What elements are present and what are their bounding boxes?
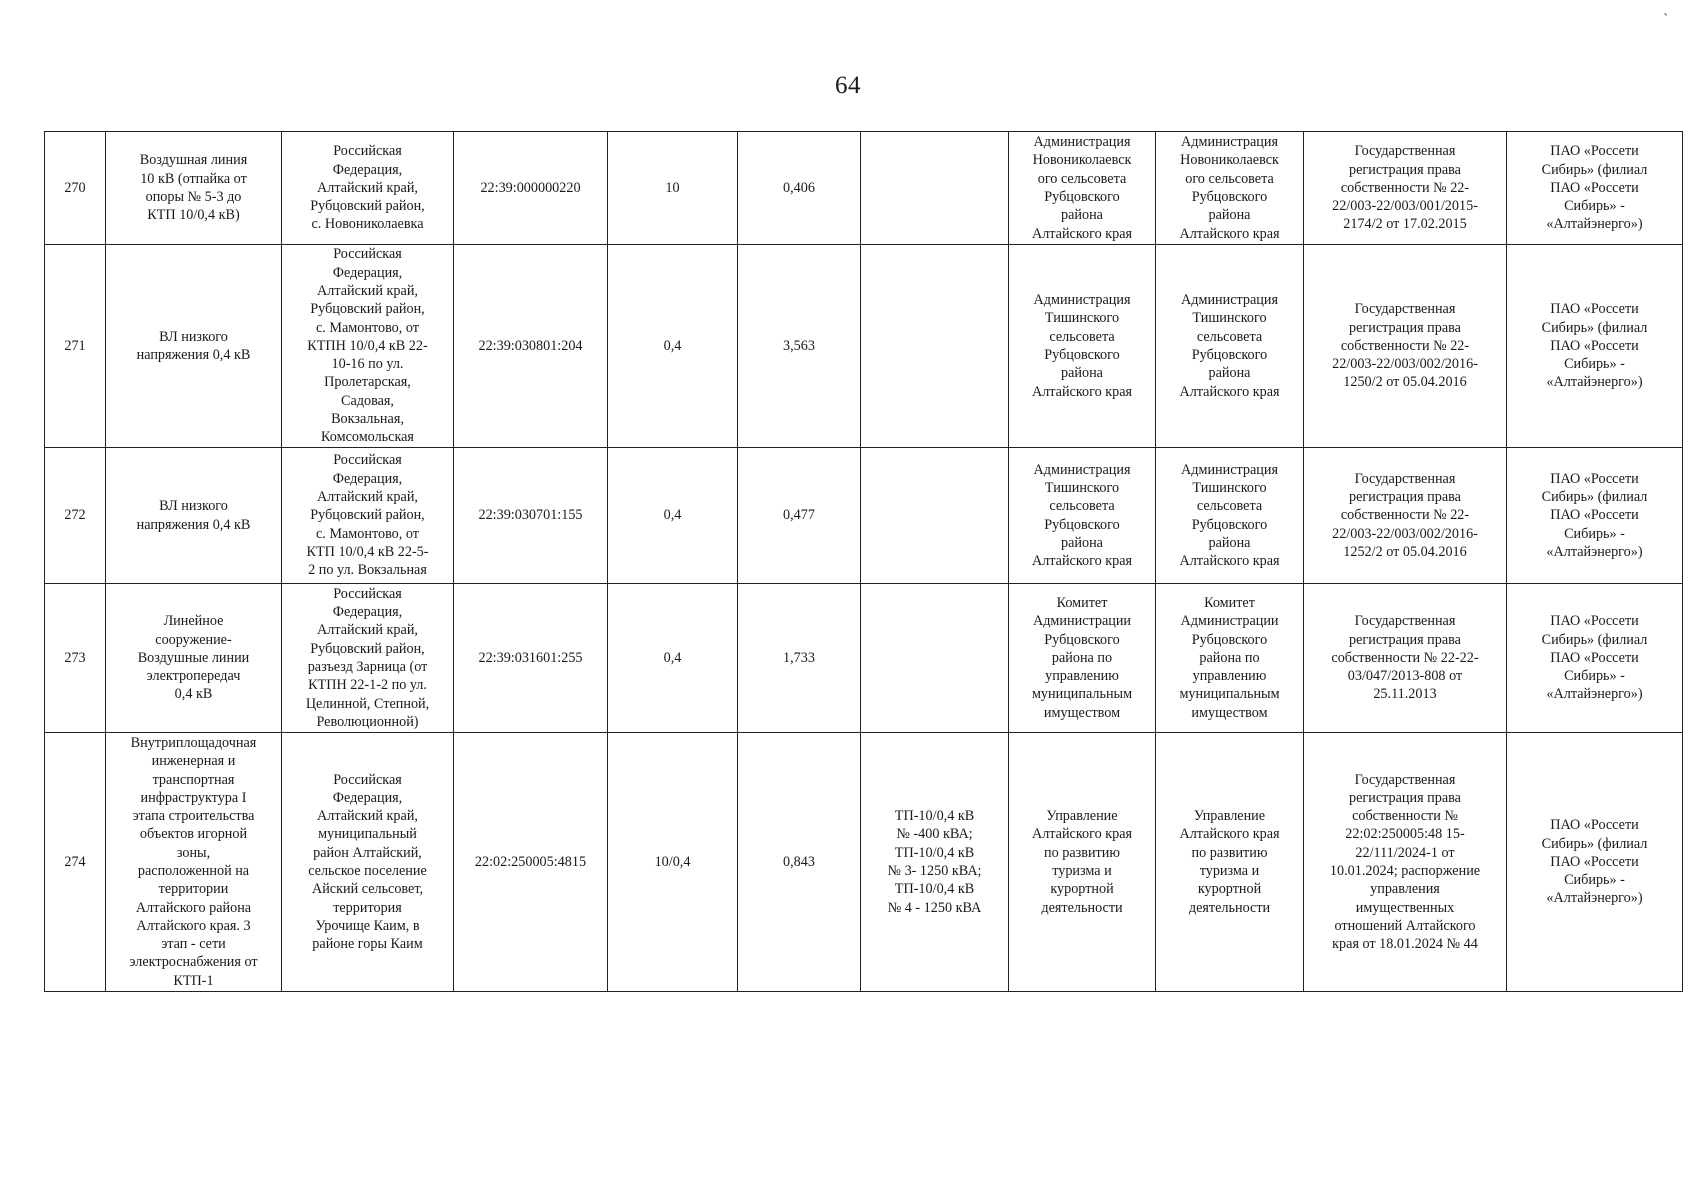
row-number-cell: 271 (45, 245, 106, 448)
object-name-cell: Воздушная линия 10 кВ (отпайка от опоры № 5-3 до КТП 10/0,4 кВ) (106, 132, 282, 245)
length-cell: 1,733 (738, 584, 861, 733)
object-name-cell: Внутриплощадочная инженерная и транспортная инфраструктура I этапа строительства объектов игорной зоны, расположенной на территории Алтайского района Алтайского края. 3 этап - сети электроснабжения от КТП-1 (106, 733, 282, 992)
voltage-cell: 0,4 (608, 448, 738, 584)
page-number: 64 (835, 72, 861, 99)
organization-cell: ПАО «Россети Сибирь» (филиал ПАО «Россети Сибирь» - «Алтайэнерго») (1507, 733, 1683, 992)
voltage-cell: 0,4 (608, 245, 738, 448)
registration-cell: Государственная регистрация права собственности № 22- 22/003-22/003/001/2015- 2174/2 от 17.02.2015 (1304, 132, 1507, 245)
voltage-cell: 0,4 (608, 584, 738, 733)
row-number-cell: 274 (45, 733, 106, 992)
owner-cell: Администрация Тишинского сельсовета Рубцовского района Алтайского края (1009, 448, 1156, 584)
cadastral-number-cell: 22:02:250005:4815 (454, 733, 608, 992)
organization-cell: ПАО «Россети Сибирь» (филиал ПАО «Россети Сибирь» - «Алтайэнерго») (1507, 132, 1683, 245)
registration-cell: Государственная регистрация права собственности № 22- 22/003-22/003/002/2016- 1252/2 от 05.04.2016 (1304, 448, 1507, 584)
voltage-cell: 10/0,4 (608, 733, 738, 992)
registration-cell: Государственная регистрация права собственности № 22:02:250005:48 15- 22/111/2024-1 от 10.01.2024; распоржение управления имущественных отношений Алтайского края от 18.01.2024 № 44 (1304, 733, 1507, 992)
cadastral-number-cell: 22:39:031601:255 (454, 584, 608, 733)
organization-cell: ПАО «Россети Сибирь» (филиал ПАО «Россети Сибирь» - «Алтайэнерго») (1507, 448, 1683, 584)
equipment-cell (861, 245, 1009, 448)
table-row (45, 584, 1683, 733)
length-cell: 0,477 (738, 448, 861, 584)
object-name-cell: Линейное сооружение- Воздушные линии электропередач 0,4 кВ (106, 584, 282, 733)
table-row (45, 448, 1683, 584)
location-cell: Российская Федерация, Алтайский край, Рубцовский район, с. Новониколаевка (282, 132, 454, 245)
owner-cell: Администрация Новониколаевск ого сельсовета Рубцовского района Алтайского края (1009, 132, 1156, 245)
object-name-cell: ВЛ низкого напряжения 0,4 кВ (106, 245, 282, 448)
equipment-cell: ТП-10/0,4 кВ № -400 кВА; ТП-10/0,4 кВ № 3- 1250 кВА; ТП-10/0,4 кВ № 4 - 1250 кВА (861, 733, 1009, 992)
owner-cell: Управление Алтайского края по развитию туризма и курортной деятельности (1009, 733, 1156, 992)
table-row (45, 245, 1683, 448)
row-number-cell: 272 (45, 448, 106, 584)
holder-cell: Комитет Администрации Рубцовского района по управлению муниципальным имуществом (1156, 584, 1304, 733)
row-number-cell: 270 (45, 132, 106, 245)
length-cell: 3,563 (738, 245, 861, 448)
row-number-cell: 273 (45, 584, 106, 733)
holder-cell: Управление Алтайского края по развитию туризма и курортной деятельности (1156, 733, 1304, 992)
organization-cell: ПАО «Россети Сибирь» (филиал ПАО «Россети Сибирь» - «Алтайэнерго») (1507, 245, 1683, 448)
holder-cell: Администрация Тишинского сельсовета Рубцовского района Алтайского края (1156, 448, 1304, 584)
registration-cell: Государственная регистрация права собственности № 22- 22/003-22/003/002/2016- 1250/2 от 05.04.2016 (1304, 245, 1507, 448)
location-cell: Российская Федерация, Алтайский край, муниципальный район Алтайский, сельское поселение Айский сельсовет, территория Урочище Каим, в районе горы Каим (282, 733, 454, 992)
corner-mark: ` (1663, 12, 1668, 27)
table-row (45, 733, 1683, 992)
owner-cell: Администрация Тишинского сельсовета Рубцовского района Алтайского края (1009, 245, 1156, 448)
equipment-cell (861, 448, 1009, 584)
location-cell: Российская Федерация, Алтайский край, Рубцовский район, с. Мамонтово, от КТП 10/0,4 кВ 22-5- 2 по ул. Вокзальная (282, 448, 454, 584)
equipment-cell (861, 584, 1009, 733)
equipment-cell (861, 132, 1009, 245)
holder-cell: Администрация Тишинского сельсовета Рубцовского района Алтайского края (1156, 245, 1304, 448)
length-cell: 0,843 (738, 733, 861, 992)
object-name-cell: ВЛ низкого напряжения 0,4 кВ (106, 448, 282, 584)
location-cell: Российская Федерация, Алтайский край, Рубцовский район, разъезд Зарница (от КТПН 22-1-2 по ул. Целинной, Степной, Революционной) (282, 584, 454, 733)
length-cell: 0,406 (738, 132, 861, 245)
holder-cell: Администрация Новониколаевск ого сельсовета Рубцовского района Алтайского края (1156, 132, 1304, 245)
organization-cell: ПАО «Россети Сибирь» (филиал ПАО «Россети Сибирь» - «Алтайэнерго») (1507, 584, 1683, 733)
cadastral-number-cell: 22:39:030701:155 (454, 448, 608, 584)
owner-cell: Комитет Администрации Рубцовского района по управлению муниципальным имуществом (1009, 584, 1156, 733)
registration-cell: Государственная регистрация права собственности № 22-22- 03/047/2013-808 от 25.11.2013 (1304, 584, 1507, 733)
registry-table (44, 131, 1683, 992)
table-row (45, 132, 1683, 245)
cadastral-number-cell: 22:39:000000220 (454, 132, 608, 245)
location-cell: Российская Федерация, Алтайский край, Рубцовский район, с. Мамонтово, от КТПН 10/0,4 кВ 22- 10-16 по ул. Пролетарская, Садовая, Вокзальная, Комсомольская (282, 245, 454, 448)
cadastral-number-cell: 22:39:030801:204 (454, 245, 608, 448)
voltage-cell: 10 (608, 132, 738, 245)
